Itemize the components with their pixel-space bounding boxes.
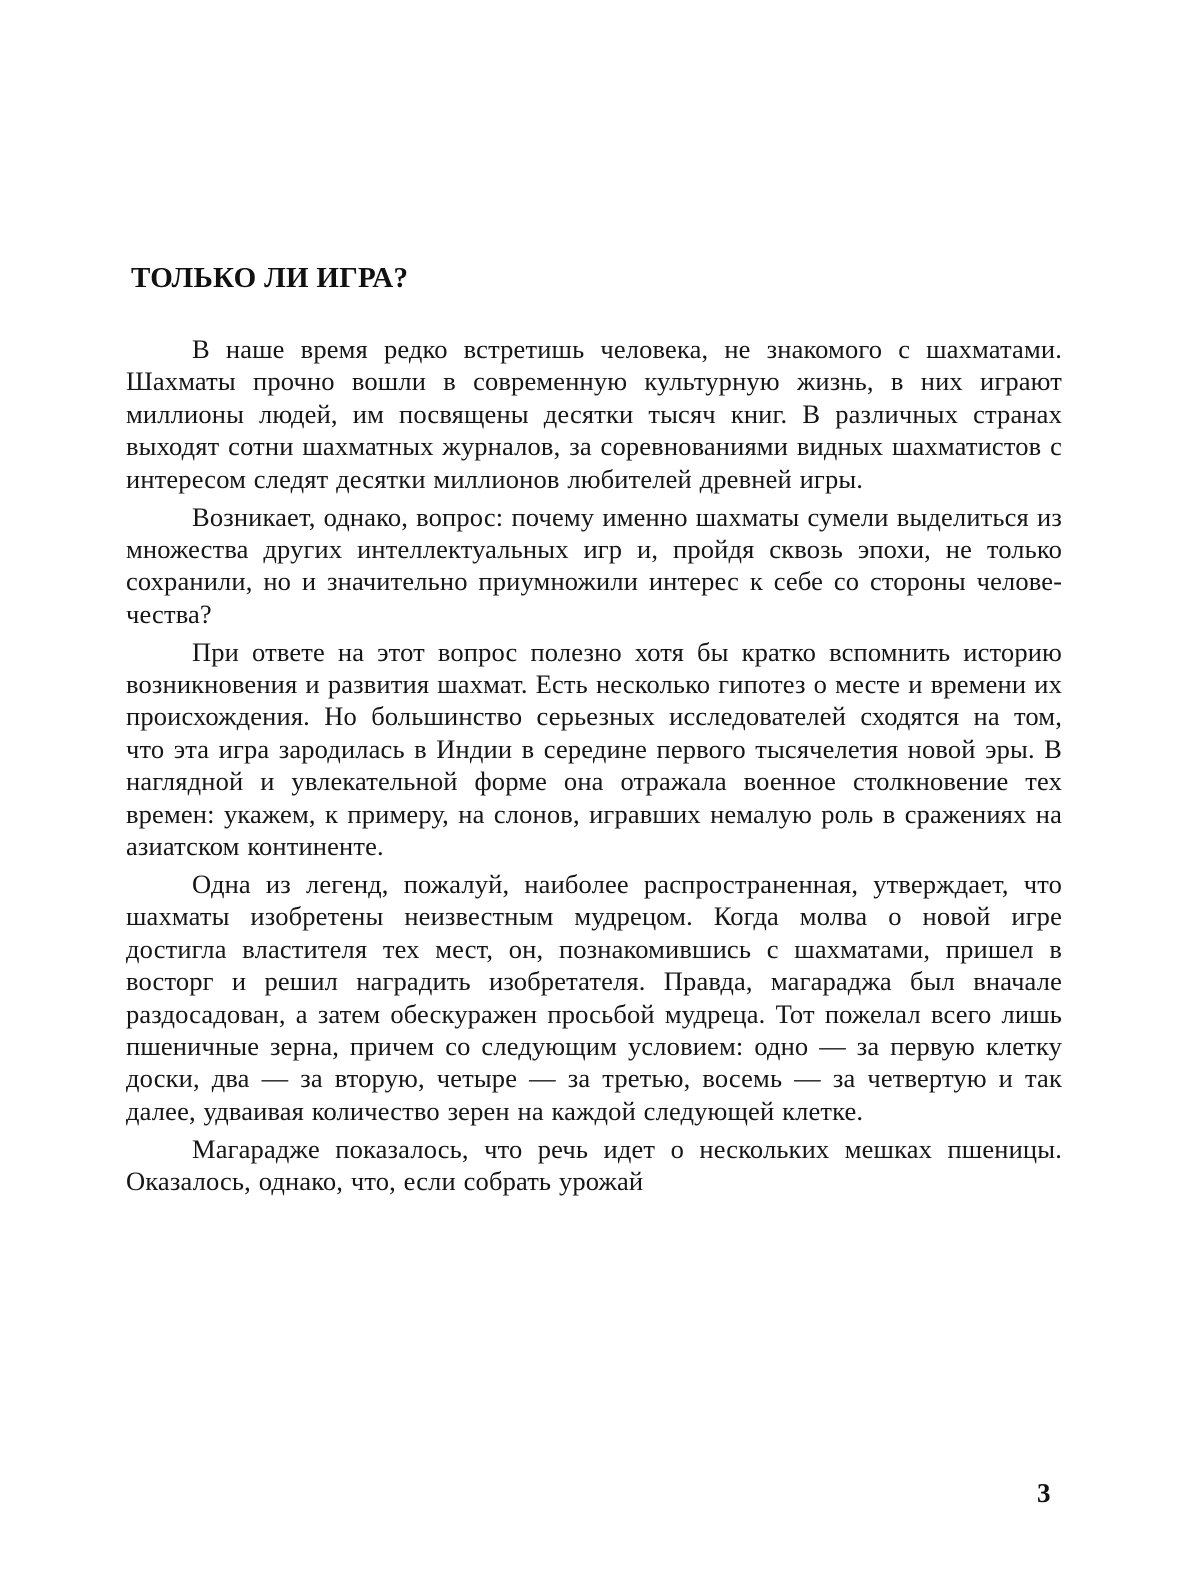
paragraph-4: Одна из легенд, пожалуй, наиболее распространенная, утверждает, что шахматы изобретены неизвестным мудрецом. Когда молва о новой игре достигла властителя тех мест, он, познакомившись с шахматами, пришел в восторг и решил наградить изобретателя. Правда, магараджа был вначале раздосадован, а затем обескуражен просьбой мудреца. Тот пожелал всего лишь пшеничные зерна, причем со следующим условием: одно — за первую клетку доски, два — за вторую, четыре — за третью, восемь — за четвертую и так далее, удваивая количество зерен на каждой следующей клетке. [126, 869, 1062, 1126]
paragraph-2: Возникает, однако, вопрос: почему именно шахматы сумели выделиться из множества других интеллектуальных игр и, пройдя сквозь эпохи, не только сохранили, но и значительно приумножили интерес к себе со стороны человечества? [126, 501, 1062, 629]
body-text [126, 333, 1062, 1203]
page-number: 3 [1037, 1478, 1051, 1508]
paragraph-1: В наше время редко встретишь человека, не знакомого с шахматами. Шахматы прочно вошли в современную культурную жизнь, в них играют миллионы людей, им посвящены десятки тысяч книг. В различных странах выходят сотни шахматных журналов, за соревнованиями видных шахматистов с интересом следят десятки миллионов любителей древней игры. [126, 334, 1062, 494]
paragraph-5: Магараджe показалось, что речь идет о нескольких мешках пшеницы. Оказалось, однако, что, если собрать урожай [126, 1133, 1062, 1197]
paragraph-3: При ответе на этот вопрос полезно хотя бы кратко вспомнить историю возникновения и развития шахмат. Есть несколько гипотез о месте и времени их происхождения. Но большинство серьезных исследователей сходятся на том, что эта игра зародилась в Индии в середине первого тысячелетия новой эры. В наглядной и увлекательной форме она отражала военное столкновение тех времен: укажем, к примеру, на слонов, игравших немалую роль в сражениях на азиатском континенте. [126, 636, 1062, 862]
chapter-title: ТОЛЬКО ЛИ ИГРА? [131, 262, 409, 294]
